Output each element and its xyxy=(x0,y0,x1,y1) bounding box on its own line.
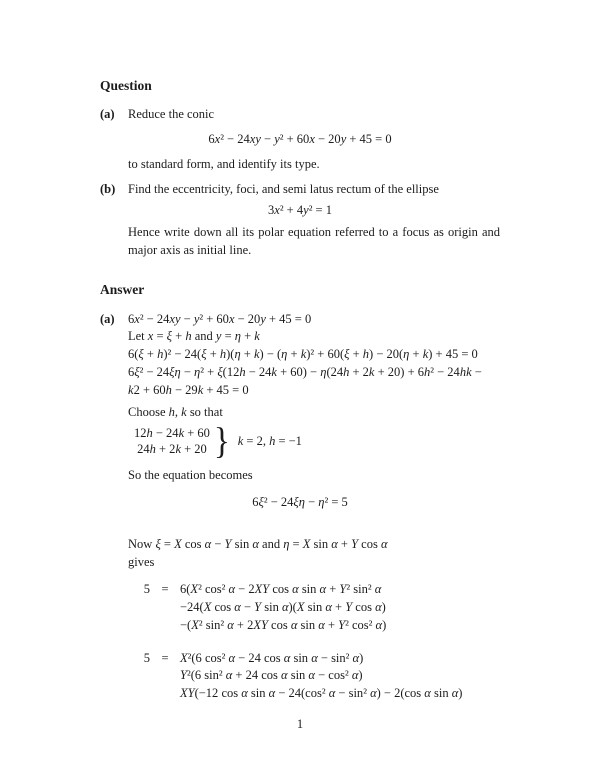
question-part-b xyxy=(100,181,500,259)
align-row xyxy=(128,599,500,617)
align-row xyxy=(128,667,500,685)
align-row xyxy=(128,581,500,599)
align-row xyxy=(128,685,500,703)
choose-line: Choose h, k so that xyxy=(128,405,223,420)
question-a-equation: 6x² − 24xy − y² + 60x − 20y + 45 = 0 xyxy=(208,131,392,146)
hk-system xyxy=(134,421,500,463)
question-part-a xyxy=(100,106,500,173)
expanded-equation: 6(ξ + h)² − 24(ξ + h)(η + k) − (η + k)² + 60(ξ + h) − 20(η + k) + 45 = 0 xyxy=(128,347,478,362)
question-b-equation: 3x² + 4y² = 1 xyxy=(268,203,332,218)
collected-equation-line2: k2 + 60h − 29k + 45 = 0 xyxy=(128,382,249,397)
question-heading: Question xyxy=(100,78,152,93)
align2-line2: Y²(6 sin² α + 24 cos α sin α − cos² α) xyxy=(180,668,363,683)
align1-lhs: 5 xyxy=(143,582,150,597)
align-row xyxy=(128,650,500,668)
question-b-intro: Find the eccentricity, foci, and semi latus rectum of the ellipse xyxy=(128,182,439,197)
align1-line2: −24(X cos α − Y sin α)(X sin α + Y cos α) xyxy=(180,600,386,615)
gives-label: gives xyxy=(128,554,155,569)
collected-equation-line1: 6ξ² − 24ξη − η² + ξ(12h − 24k + 60) − η(24h + 2k + 20) + 6h² − 24hk − xyxy=(128,364,482,379)
answer-a-label: (a) xyxy=(100,311,115,326)
align-row xyxy=(128,617,500,635)
system-line-1: 12h − 24k + 60 xyxy=(134,426,210,441)
page-number: 1 xyxy=(296,716,304,731)
align2-line3: XY(−12 cos α sin α − 24(cos² α − sin² α) − 2(cos α sin α) xyxy=(180,686,463,701)
align1-line1: 6(X² cos² α − 2XY cos α sin α + Y² sin² α xyxy=(180,582,382,597)
substitution-line: Let x = ξ + h and y = η + k xyxy=(128,329,260,344)
question-b-outro: Hence write down all its polar equation referred to a focus as origin and major axis as initial line. xyxy=(128,224,500,257)
equals-sign: = xyxy=(161,582,169,597)
align2-line1: X²(6 cos² α − 24 cos α sin α − sin² α) xyxy=(180,650,364,665)
align2-lhs: 5 xyxy=(143,650,150,665)
question-a-intro: Reduce the conic xyxy=(128,107,215,122)
equals-sign: = xyxy=(161,650,169,665)
reduced-equation: 6ξ² − 24ξη − η² = 5 xyxy=(252,495,348,510)
grouped-expansion-block xyxy=(128,650,500,703)
question-a-outro: to standard form, and identify its type. xyxy=(128,156,320,171)
part-b-label: (b) xyxy=(100,182,116,197)
equation-becomes-line: So the equation becomes xyxy=(128,468,253,483)
system-line-2: 24h + 2k + 20 xyxy=(137,441,207,456)
align1-line3: −(X² sin² α + 2XY cos α sin α + Y² cos² α) xyxy=(180,617,387,632)
right-brace: } xyxy=(213,421,230,463)
answer-original-equation: 6x² − 24xy − y² + 60x − 20y + 45 = 0 xyxy=(128,311,312,326)
rotation-substitution-line: Now ξ = X cos α − Y sin α and η = X sin α + Y cos α xyxy=(128,536,388,551)
answer-heading: Answer xyxy=(100,282,145,298)
part-a-label: (a) xyxy=(100,107,115,122)
system-solution: k = 2, h = −1 xyxy=(237,433,302,448)
answer-part-a xyxy=(100,311,500,734)
rotation-expansion-block xyxy=(128,581,500,634)
